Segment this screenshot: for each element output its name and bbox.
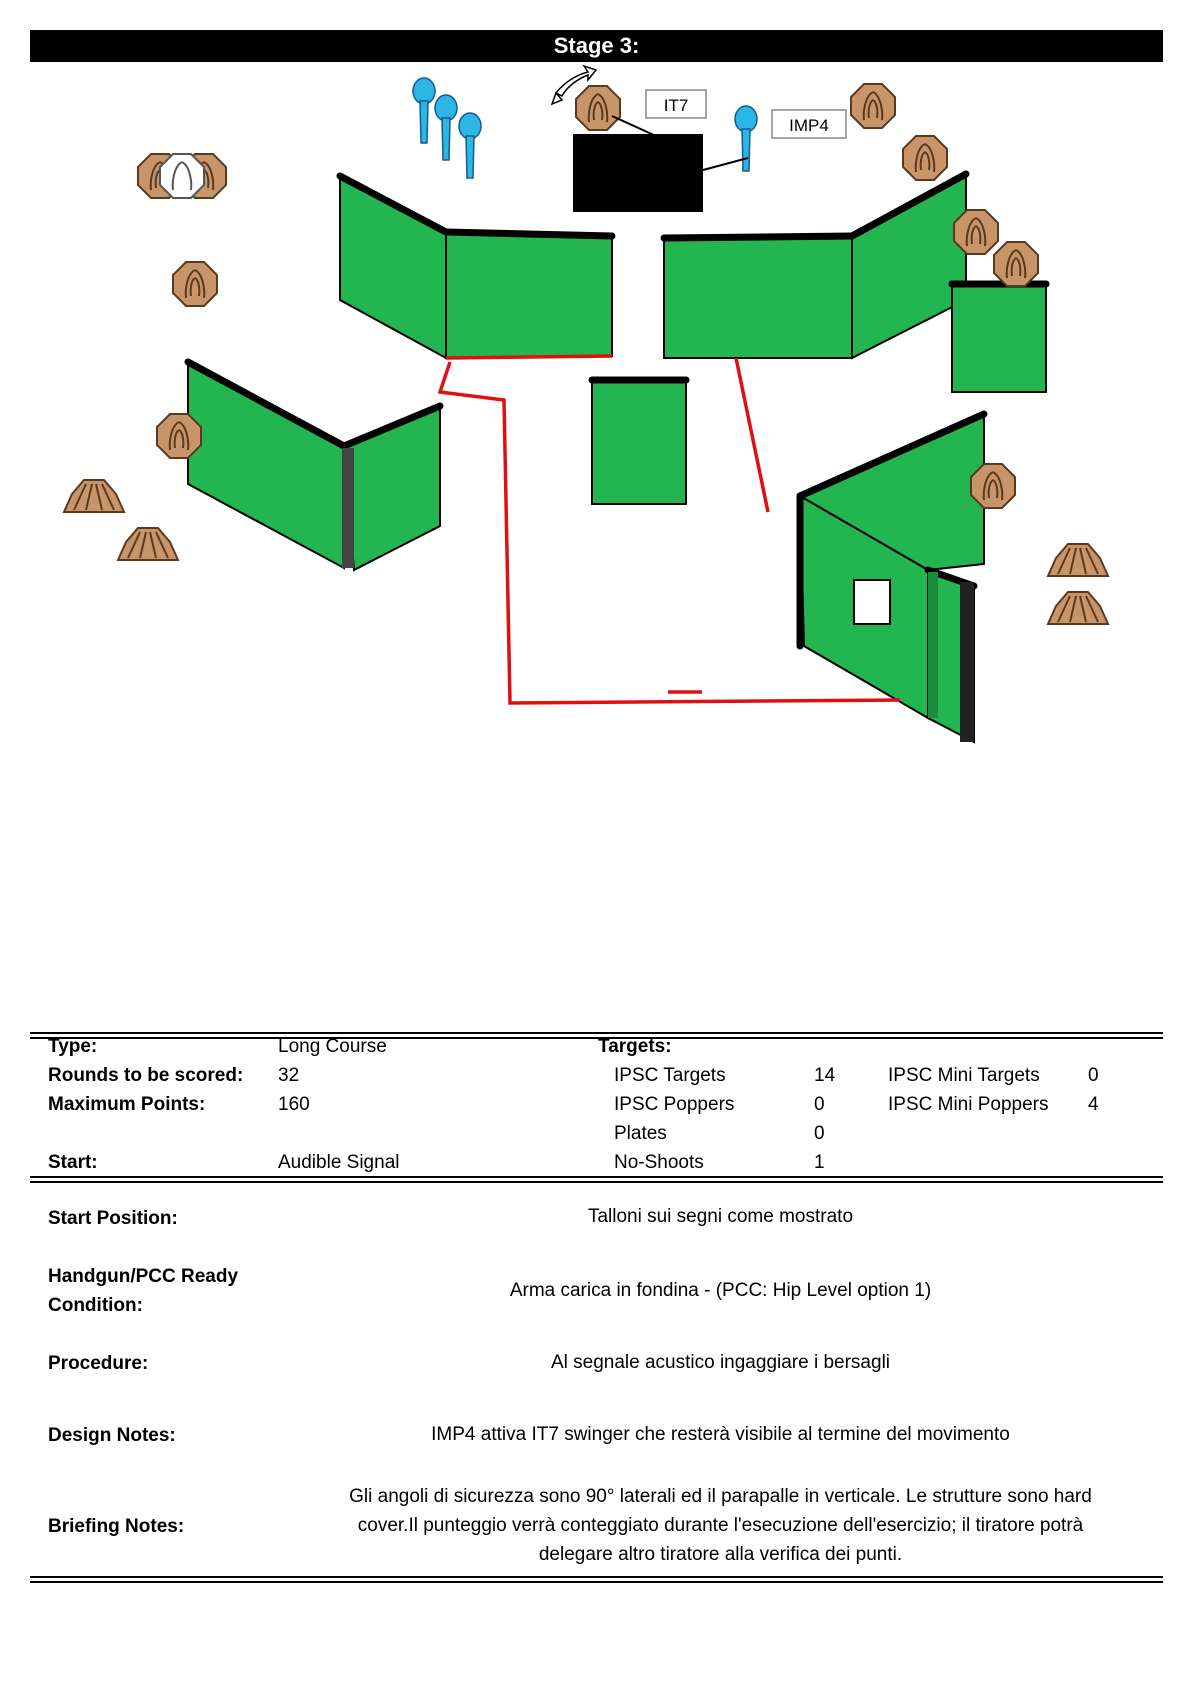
procedure-value: Al segnale acustico ingaggiare i bersagli: [550, 1352, 891, 1373]
swinger-target-it7: [576, 86, 620, 130]
target-name: No-Shoots: [614, 1152, 704, 1173]
stage-title: Stage 3:: [30, 30, 1163, 62]
popper-2: [435, 95, 457, 160]
no-shoot-window: [854, 580, 890, 624]
type-label: Type:: [48, 1036, 98, 1057]
label-imp4: IMP4: [789, 116, 829, 135]
rounds-label: Rounds to be scored:: [48, 1065, 244, 1086]
briefing-notes-line2: cover.Il punteggio verrà conteggiato durante l'esecuzione dell'esercizio; il tiratore potrà: [357, 1515, 1084, 1536]
label-it7: IT7: [663, 96, 689, 115]
start-position-label: Start Position:: [48, 1208, 178, 1229]
targets-label: Targets:: [598, 1036, 672, 1057]
popper-3: [459, 113, 481, 178]
target-count: 1: [814, 1152, 825, 1173]
start-position-value: Talloni sui segni come mostrato: [587, 1206, 854, 1227]
target-count: 14: [814, 1065, 836, 1086]
page-bottom-rule: [30, 1576, 1163, 1583]
activation-block: [573, 134, 703, 212]
target-name: IPSC Targets: [614, 1065, 726, 1086]
popper-1: [413, 78, 435, 143]
walls: [188, 174, 1046, 742]
procedure-label: Procedure:: [48, 1353, 149, 1374]
mini-target-count: 0: [1088, 1065, 1099, 1086]
summary-bottom-rule: [30, 1176, 1163, 1183]
mini-target-count: 4: [1088, 1094, 1099, 1115]
mini-target-name: IPSC Mini Poppers: [888, 1094, 1049, 1115]
ready-condition-label-line1: Handgun/PCC Ready: [48, 1266, 239, 1287]
stage-diagram: [0, 0, 1191, 780]
design-notes-label: Design Notes:: [48, 1425, 176, 1446]
max-points-label: Maximum Points:: [48, 1094, 206, 1115]
target-count: 0: [814, 1123, 825, 1144]
ready-condition-label-line2: Condition:: [48, 1295, 143, 1316]
target-name: Plates: [614, 1123, 667, 1144]
summary-top-rule: [30, 1032, 1163, 1039]
target-count: 0: [814, 1094, 825, 1115]
ready-condition-value: Arma carica in fondina - (PCC: Hip Level option 1): [509, 1280, 932, 1301]
design-notes-value: IMP4 attiva IT7 swinger che resterà visibile al termine del movimento: [431, 1424, 1010, 1445]
start-value: Audible Signal: [278, 1152, 400, 1173]
briefing-notes-line1: Gli angoli di sicurezza sono 90° laterali ed il parapalle in verticale. Le strutture sono hard: [349, 1486, 1092, 1507]
mini-target-name: IPSC Mini Targets: [888, 1065, 1040, 1086]
no-shoot-target: [160, 154, 204, 198]
rounds-value: 32: [278, 1065, 300, 1086]
start-label: Start:: [48, 1152, 98, 1173]
briefing-notes-line3: delegare altro tiratore alla verifica dei punti.: [538, 1544, 903, 1565]
type-value: Long Course: [278, 1036, 387, 1057]
target-name: IPSC Poppers: [614, 1094, 735, 1115]
briefing-notes-label: Briefing Notes:: [48, 1516, 185, 1537]
max-points-value: 160: [278, 1094, 310, 1115]
